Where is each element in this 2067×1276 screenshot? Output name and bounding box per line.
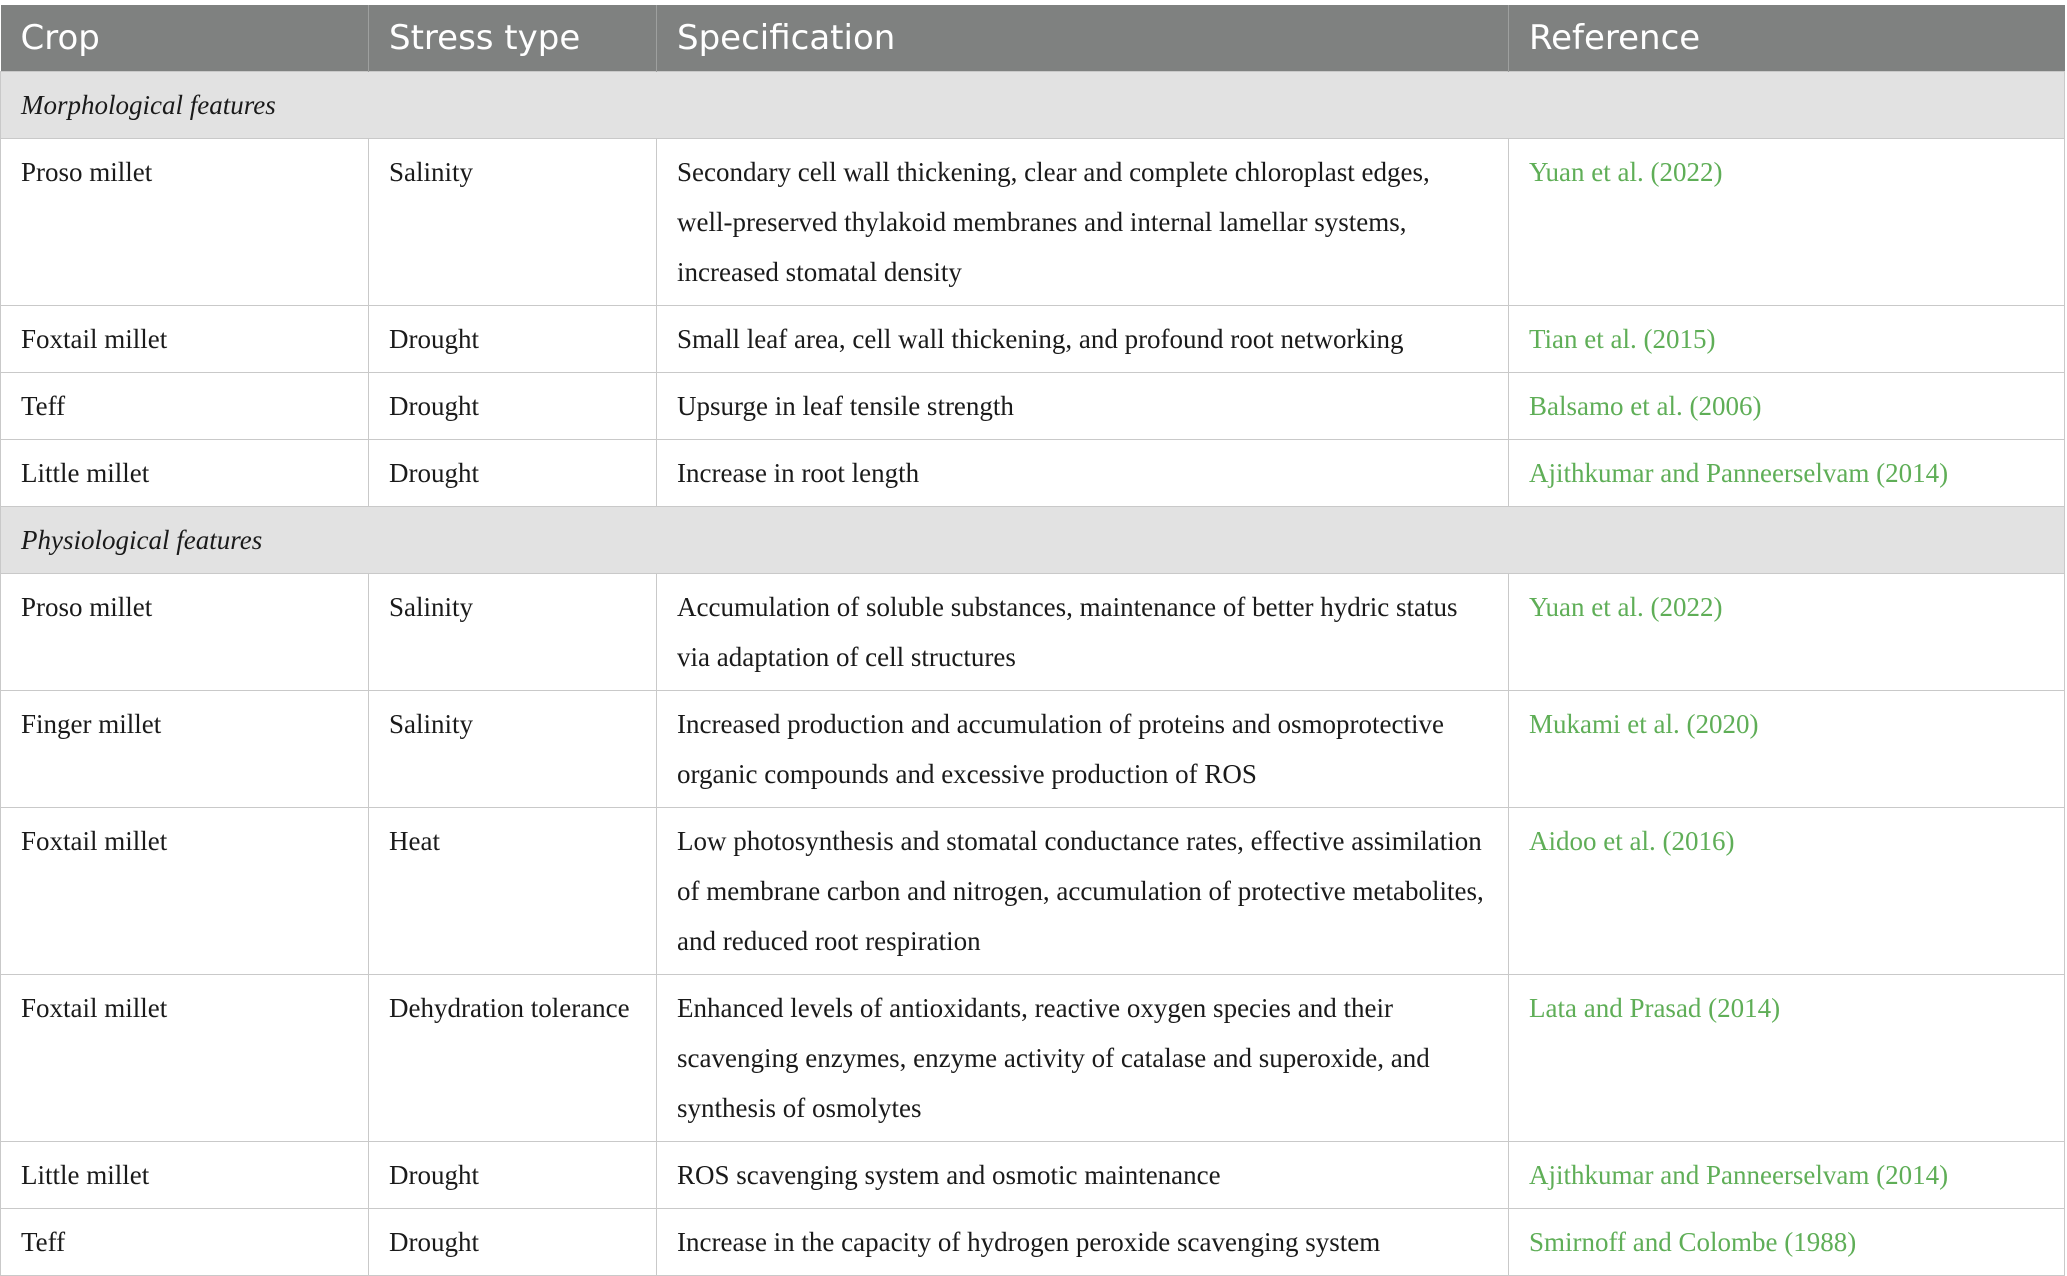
cell-stress-type: Salinity: [369, 574, 657, 691]
cell-stress-type: Drought: [369, 440, 657, 507]
cell-stress-type: Drought: [369, 1142, 657, 1209]
reference-link[interactable]: Smirnoff and Colombe (1988): [1509, 1209, 2065, 1276]
cell-crop: Little millet: [1, 1142, 369, 1209]
cell-specification: Increase in root length: [657, 440, 1509, 507]
reference-link[interactable]: Mukami et al. (2020): [1509, 691, 2065, 808]
table-row: [1, 574, 2065, 691]
reference-link[interactable]: Tian et al. (2015): [1509, 306, 2065, 373]
table-row: [1, 373, 2065, 440]
cell-stress-type: Drought: [369, 373, 657, 440]
cell-crop: Foxtail millet: [1, 975, 369, 1142]
cell-stress-type: Salinity: [369, 691, 657, 808]
stress-features-table: [0, 5, 2065, 1276]
cell-specification: Upsurge in leaf tensile strength: [657, 373, 1509, 440]
cell-specification: ROS scavenging system and osmotic maintenance: [657, 1142, 1509, 1209]
section-title: Physiological features: [1, 507, 2065, 574]
cell-stress-type: Heat: [369, 808, 657, 975]
section-row-physiological: [1, 507, 2065, 574]
stress-features-table-container: [0, 5, 2064, 1276]
cell-crop: Teff: [1, 373, 369, 440]
section-title: Morphological features: [1, 72, 2065, 139]
column-header-stress-type: Stress type: [369, 5, 657, 72]
cell-specification: Accumulation of soluble substances, maintenance of better hydric status via adaptation of cell structures: [657, 574, 1509, 691]
reference-link[interactable]: Ajithkumar and Panneerselvam (2014): [1509, 1142, 2065, 1209]
cell-crop: Teff: [1, 1209, 369, 1276]
cell-stress-type: Drought: [369, 1209, 657, 1276]
table-row: [1, 975, 2065, 1142]
table-row: [1, 139, 2065, 306]
cell-specification: Enhanced levels of antioxidants, reactive oxygen species and their scavenging enzymes, enzyme activity of catalase and superoxide, and synthesis of osmolytes: [657, 975, 1509, 1142]
cell-crop: Little millet: [1, 440, 369, 507]
section-row-morphological: [1, 72, 2065, 139]
cell-specification: Increase in the capacity of hydrogen peroxide scavenging system: [657, 1209, 1509, 1276]
table-row: [1, 691, 2065, 808]
cell-specification: Low photosynthesis and stomatal conductance rates, effective assimilation of membrane carbon and nitrogen, accumulation of protective metabolites, and reduced root respiration: [657, 808, 1509, 975]
cell-crop: Foxtail millet: [1, 808, 369, 975]
cell-crop: Proso millet: [1, 139, 369, 306]
table-row: [1, 1209, 2065, 1276]
cell-crop: Foxtail millet: [1, 306, 369, 373]
table-row: [1, 440, 2065, 507]
column-header-crop: Crop: [1, 5, 369, 72]
table-row: [1, 808, 2065, 975]
column-header-specification: Specification: [657, 5, 1509, 72]
cell-stress-type: Dehydration tolerance: [369, 975, 657, 1142]
reference-link[interactable]: Yuan et al. (2022): [1509, 139, 2065, 306]
reference-link[interactable]: Ajithkumar and Panneerselvam (2014): [1509, 440, 2065, 507]
cell-stress-type: Drought: [369, 306, 657, 373]
cell-crop: Finger millet: [1, 691, 369, 808]
column-header-reference: Reference: [1509, 5, 2065, 72]
table-header: [1, 5, 2065, 72]
table-row: [1, 306, 2065, 373]
cell-crop: Proso millet: [1, 574, 369, 691]
reference-link[interactable]: Yuan et al. (2022): [1509, 574, 2065, 691]
cell-specification: Small leaf area, cell wall thickening, and profound root networking: [657, 306, 1509, 373]
cell-specification: Secondary cell wall thickening, clear and complete chloroplast edges, well-preserved thylakoid membranes and internal lamellar systems, increased stomatal density: [657, 139, 1509, 306]
reference-link[interactable]: Aidoo et al. (2016): [1509, 808, 2065, 975]
header-row: [1, 5, 2065, 72]
cell-stress-type: Salinity: [369, 139, 657, 306]
table-body: [1, 72, 2065, 1276]
reference-link[interactable]: Lata and Prasad (2014): [1509, 975, 2065, 1142]
reference-link[interactable]: Balsamo et al. (2006): [1509, 373, 2065, 440]
table-row: [1, 1142, 2065, 1209]
cell-specification: Increased production and accumulation of proteins and osmoprotective organic compounds and excessive production of ROS: [657, 691, 1509, 808]
